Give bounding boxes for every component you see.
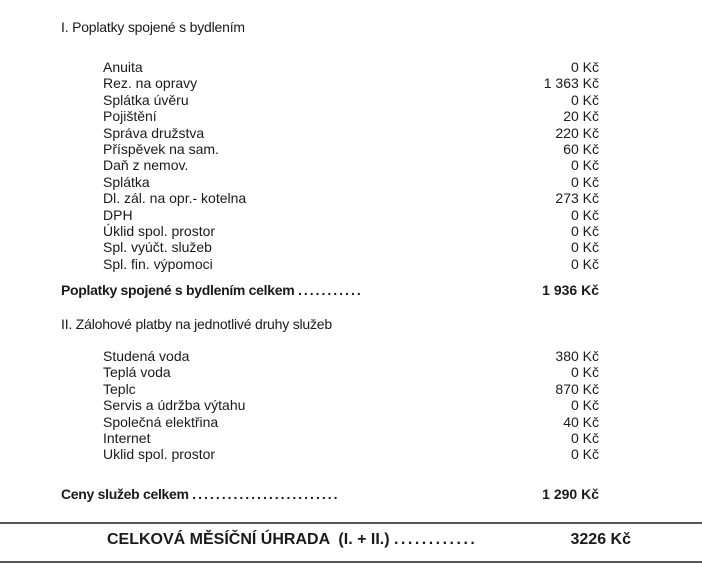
item-label: Splátka — [103, 173, 150, 190]
section2-total-value: 1 290 Kč — [542, 486, 599, 502]
list-item — [103, 430, 599, 446]
list-item — [103, 364, 599, 380]
item-label: Uklid spol. prostor — [103, 446, 216, 463]
item-value: 40 Kč — [563, 413, 599, 430]
item-value: 220 Kč — [555, 124, 599, 141]
list-item — [103, 141, 599, 157]
item-value: 0 Kč — [570, 446, 599, 463]
leader-dots: ............ — [393, 531, 478, 548]
list-item — [103, 397, 599, 413]
item-value: 0 Kč — [570, 59, 599, 75]
item-label: Úklid spol. prostor — [103, 222, 216, 239]
item-value: 0 Kč — [570, 206, 599, 223]
item-value: 273 Kč — [555, 190, 599, 207]
item-label: Splátka úvěru — [103, 91, 189, 108]
section1-total-label — [61, 282, 363, 298]
leader-dots: ........... — [297, 282, 363, 298]
list-item — [103, 125, 599, 141]
list-item — [103, 414, 599, 430]
section1-item-list — [103, 59, 599, 272]
item-label: Anuita — [103, 59, 143, 75]
list-item — [103, 157, 599, 173]
item-label: Teplc — [103, 380, 136, 397]
item-value: 0 Kč — [570, 255, 599, 272]
item-label: Teplá voda — [103, 364, 171, 381]
list-item — [103, 174, 599, 190]
list-item — [103, 446, 599, 462]
item-value: 0 Kč — [570, 364, 599, 381]
section2-heading: II. Zálohové platby na jednotlivé druhy služeb — [61, 316, 332, 332]
item-label: Daň z nemov. — [103, 157, 189, 174]
item-label: Spl. fin. výpomoci — [103, 255, 213, 272]
item-label: Správa družstva — [103, 124, 205, 141]
item-label: Internet — [103, 429, 151, 446]
list-item — [103, 223, 599, 239]
list-item — [103, 59, 599, 75]
item-label: Dl. zál. na opr.- kotelna — [103, 190, 247, 207]
item-value: 60 Kč — [563, 140, 599, 157]
item-label: Rez. na opravy — [103, 75, 198, 92]
item-value: 0 Kč — [570, 173, 599, 190]
section1-total-value: 1 936 Kč — [542, 282, 599, 298]
list-item — [103, 256, 599, 272]
section1-heading: I. Poplatky spojené s bydlením — [61, 19, 245, 35]
item-label: Pojištění — [103, 108, 157, 125]
list-item — [103, 190, 599, 206]
section2-item-list — [103, 348, 599, 463]
leader-dots: ......................... — [192, 486, 340, 502]
list-item — [103, 381, 599, 397]
list-item — [103, 348, 599, 364]
total-label-text: Ceny služeb celkem — [61, 486, 189, 502]
item-label: Příspěvek na sam. — [103, 140, 219, 157]
item-value: 0 Kč — [570, 91, 599, 108]
total-label-text: Poplatky spojené s bydlením celkem — [61, 282, 295, 298]
item-value: 870 Kč — [555, 380, 599, 397]
grand-total-value: 3226 Kč — [570, 531, 631, 548]
item-value: 380 Kč — [555, 348, 599, 364]
list-item — [103, 207, 599, 223]
item-value: 0 Kč — [570, 239, 599, 256]
item-label: Společná elektřina — [103, 413, 219, 430]
item-label: DPH — [103, 206, 133, 223]
item-value: 0 Kč — [570, 429, 599, 446]
item-label: Spl. vyúčt. služeb — [103, 239, 212, 256]
list-item — [103, 75, 599, 91]
list-item — [103, 92, 599, 108]
list-item — [103, 108, 599, 124]
list-item — [103, 239, 599, 255]
grand-total-label — [107, 531, 477, 549]
item-value: 0 Kč — [570, 157, 599, 174]
item-value: 20 Kč — [563, 108, 599, 125]
grand-total-text: CELKOVÁ MĚSÍČNÍ ÚHRADA (I. + II.) — [107, 531, 390, 548]
item-value: 0 Kč — [570, 222, 599, 239]
item-value: 1 363 Kč — [543, 75, 599, 92]
item-label: Studená voda — [103, 348, 190, 364]
item-label: Servis a údržba výtahu — [103, 397, 246, 414]
section2-total-label — [61, 486, 340, 502]
item-value: 0 Kč — [570, 397, 599, 414]
